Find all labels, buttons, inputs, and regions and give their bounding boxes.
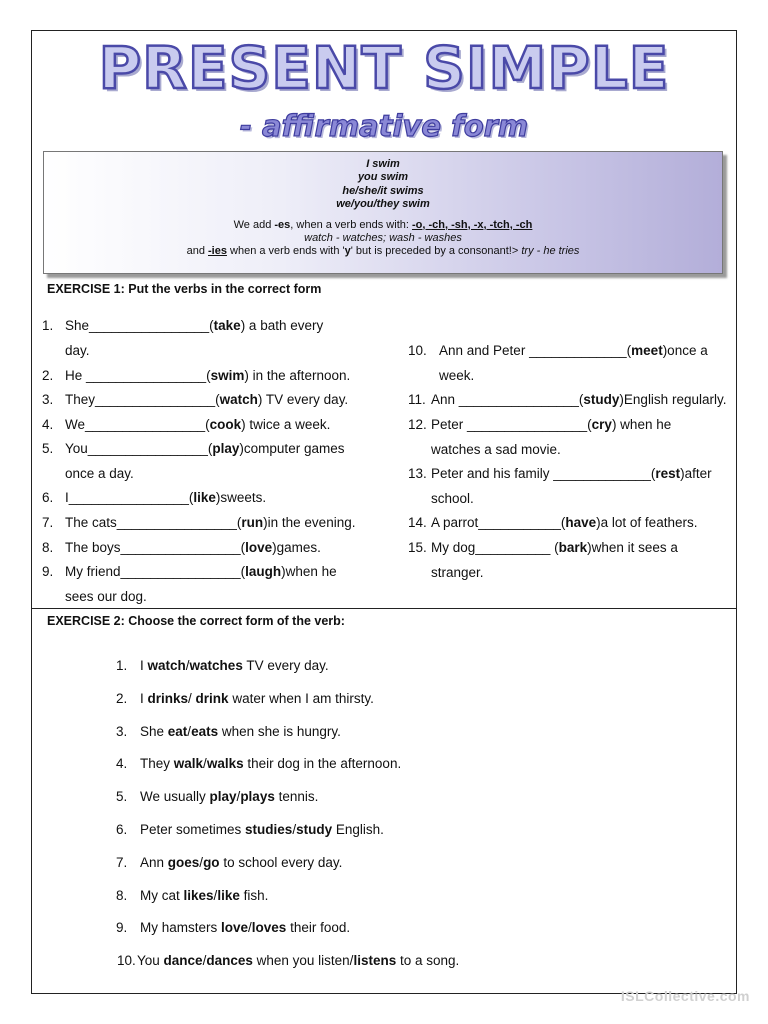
item-sentence: He ________________(swim) in the afternoon. [65, 368, 351, 383]
verb-hint: have [565, 515, 597, 530]
exercise2-heading: EXERCISE 2: Choose the correct form of the verb: [47, 614, 345, 628]
exercise2-item [116, 888, 268, 903]
item-sentence: My cat likes/like fish. [140, 887, 269, 903]
verb-hint: meet [631, 343, 663, 358]
item-sentence: You dance/dances when you listen/listens to a song. [137, 953, 460, 969]
verb-hint: like [193, 490, 216, 505]
item-sentence: I watch/watches TV every day. [140, 658, 329, 673]
item-continuation: watches a sad movie. [431, 442, 561, 457]
item-sentence: She eat/eats when she is hungry. [140, 723, 341, 739]
verb-hint: cry [591, 417, 612, 432]
item-number: 2. [116, 690, 128, 706]
item-number: 10. [117, 953, 136, 969]
verb-hint: cook [209, 417, 242, 432]
conjugation-line: we/you/they swim [336, 198, 430, 211]
item-sentence: We________________(cook) twice a week. [65, 417, 331, 432]
item-sentence: A parrot___________(have)a lot of feathers. [431, 515, 698, 530]
item-sentence: Peter ________________(cry) when he [431, 417, 672, 432]
page-title: PRESENT SIMPLE [98, 34, 670, 102]
es-example: watch - watches; wash - washes [304, 232, 462, 245]
item-continuation: day. [65, 343, 90, 358]
item-sentence: Peter and his family _____________(rest)after [431, 466, 712, 481]
verb-hint: take [213, 318, 241, 333]
item-number: 5. [116, 789, 128, 805]
exercise2-item [116, 822, 384, 837]
verb-hint: play [212, 441, 240, 456]
item-number: 6. [116, 822, 128, 837]
item-sentence: I________________(like)sweets. [65, 490, 267, 505]
item-sentence: Ann and Peter _____________(meet)once a [439, 343, 708, 358]
item-sentence: My friend________________(laugh)when he [65, 564, 337, 579]
verb-hint: study [583, 392, 620, 407]
exercise2-item [116, 756, 401, 771]
site-watermark: ISLCollective.com [620, 988, 750, 1004]
item-number: 1. [42, 318, 54, 333]
item-sentence: The cats________________(run)in the evening. [65, 515, 356, 530]
item-number: 4. [116, 756, 128, 772]
item-continuation: once a day. [65, 466, 134, 481]
item-sentence: They________________(watch) TV every day. [65, 392, 349, 407]
item-number: 3. [42, 392, 54, 407]
exercise2-item [116, 920, 350, 935]
item-sentence: The boys________________(love)games. [65, 540, 321, 555]
exercise2-item [116, 658, 329, 673]
exercise2-item [116, 855, 342, 870]
verb-hint: bark [558, 540, 588, 555]
verb-hint: love [245, 540, 273, 555]
exercise2-item [116, 691, 374, 706]
item-sentence: My hamsters love/loves their food. [140, 920, 351, 936]
item-number: 5. [42, 441, 54, 456]
item-number: 9. [116, 920, 128, 936]
conjugation-line: he/she/it swims [342, 184, 424, 197]
item-sentence: You________________(play)computer games [65, 441, 345, 456]
item-sentence: Peter sometimes studies/study English. [140, 822, 384, 837]
verb-hint: swim [210, 368, 245, 383]
item-number: 6. [42, 490, 54, 505]
item-continuation: week. [439, 368, 475, 383]
verb-hint: watch [219, 392, 258, 407]
item-number: 7. [116, 854, 128, 870]
item-sentence: She________________(take) a bath every [65, 318, 324, 333]
ies-rule: and -ies when a verb ends with 'y' but is preceded by a consonant!> try - he tries [186, 245, 580, 258]
item-number: 11. [408, 392, 426, 407]
item-sentence: Ann goes/go to school every day. [140, 854, 343, 870]
item-number: 10. [408, 343, 427, 358]
item-continuation: school. [431, 491, 474, 506]
exercise2-item [116, 789, 318, 804]
page-subtitle: - affirmative form [239, 109, 529, 143]
item-number: 1. [116, 658, 128, 673]
section-divider [31, 608, 737, 609]
item-continuation: stranger. [431, 565, 484, 580]
item-sentence: My dog__________ (bark)when it sees a [431, 540, 678, 555]
item-number: 14. [408, 515, 427, 530]
item-number: 12. [408, 417, 427, 432]
exercise2-item [117, 953, 459, 968]
grammar-rules-box [43, 151, 723, 274]
item-sentence: I drinks/ drink water when I am thirsty. [140, 690, 374, 706]
conjugation-line: you swim [357, 171, 409, 184]
item-number: 13. [408, 466, 427, 481]
verb-hint: rest [655, 466, 681, 481]
item-number: 7. [42, 515, 54, 530]
item-number: 4. [42, 417, 54, 432]
item-continuation: sees our dog. [65, 589, 147, 604]
item-number: 8. [42, 540, 54, 555]
item-sentence: We usually play/plays tennis. [140, 789, 319, 805]
item-number: 9. [42, 564, 54, 579]
verb-hint: laugh [245, 564, 282, 579]
item-number: 15. [408, 540, 427, 555]
conjugation-line: I swim [366, 158, 400, 170]
item-number: 2. [42, 368, 54, 383]
item-sentence: Ann ________________(study)English regularly. [431, 392, 727, 407]
item-sentence: They walk/walks their dog in the afternoon. [140, 756, 402, 772]
es-rule: We add -es, when a verb ends with: -o, -ch, -sh, -x, -tch, -ch [233, 218, 533, 231]
verb-hint: run [241, 515, 264, 530]
exercise2-item [116, 724, 341, 739]
exercise1-heading: EXERCISE 1: Put the verbs in the correct form [47, 282, 322, 296]
item-number: 8. [116, 887, 128, 903]
item-number: 3. [116, 723, 128, 739]
